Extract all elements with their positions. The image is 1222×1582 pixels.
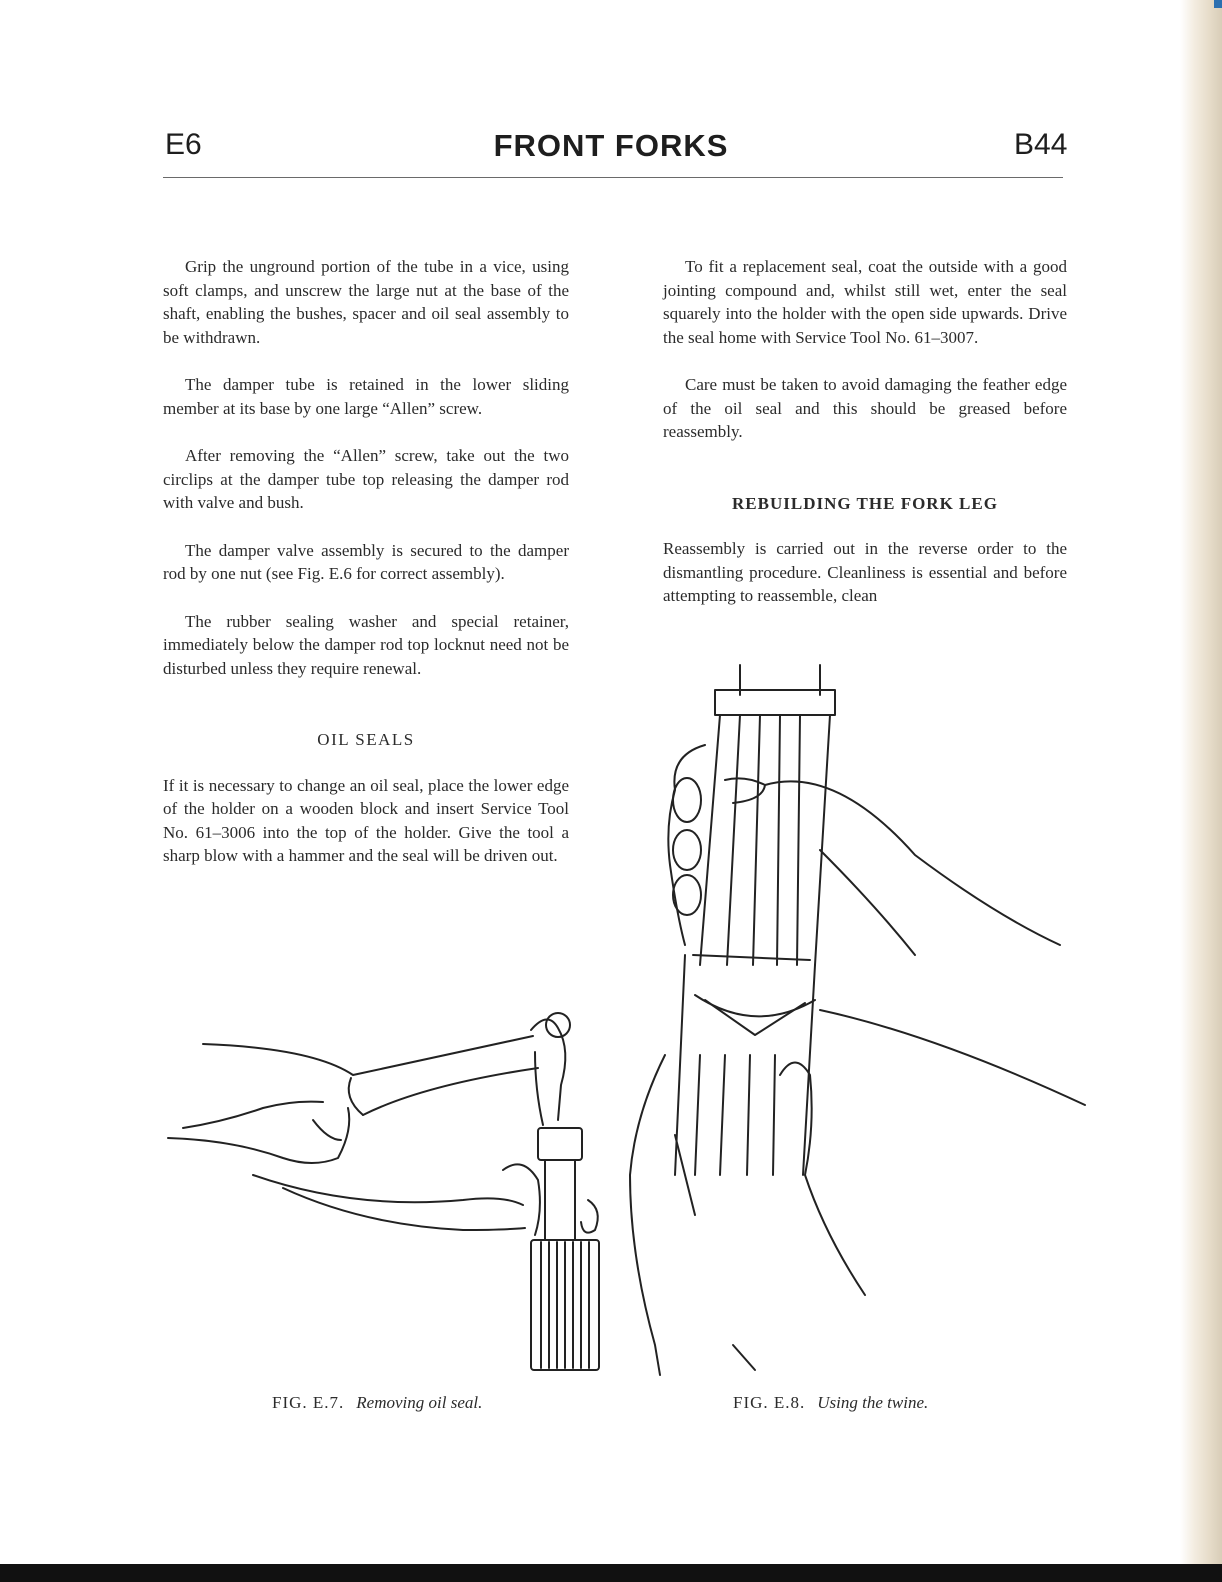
page-number-left: E6 [165,128,202,161]
paragraph: The damper tube is retained in the lower sliding member at its base by one large “Allen” screw. [163,375,569,418]
section-heading-rebuilding: REBUILDING THE FORK LEG [732,493,998,513]
figure-e7-illustration [163,990,623,1380]
paragraph: Grip the unground portion of the tube in a vice, using soft clamps, and unscrew the large nut at the base of the shaft, enabling the bushes, spacer and oil seal assembly to be withdrawn. [163,257,569,347]
figure-e8-description: Using the twine. [817,1393,929,1412]
scan-bottom-edge [0,1564,1222,1582]
paragraph: Care must be taken to avoid damaging the feather edge of the oil seal and this should be greased before reassembly. [663,375,1067,441]
section-heading-oil-seals: OIL SEALS [317,730,415,749]
paragraph: After removing the “Allen” screw, take out the two circlips at the damper tube top releasing the damper rod with valve and bush. [163,446,569,512]
figure-e8-illustration [615,655,1095,1390]
paragraph: Reassembly is carried out in the reverse order to the dismantling procedure. Cleanliness is essential and before attempting to reassemble, clean [663,539,1067,605]
paragraph: If it is necessary to change an oil seal, place the lower edge of the holder on a wooden block and insert Service Tool No. 61–3006 into the top of the holder. Give the tool a sharp blow with a hammer and the seal will be driven out. [163,775,569,865]
paragraph: The rubber sealing washer and special retainer, immediately below the damper rod top locknut need not be disturbed unless they require renewal. [163,611,569,678]
left-column [163,255,569,892]
paragraph: The damper valve assembly is secured to the damper rod by one nut (see Fig. E.6 for correct assembly). [163,540,569,583]
page-edge [1180,0,1222,1582]
header-rule [163,177,1063,178]
paragraph: To fit a replacement seal, coat the outside with a good jointing compound and, whilst still wet, enter the seal squarely into the holder with the open side upwards. Drive the seal home with Service Tool No. 61–3007. [663,257,1067,347]
figure-e8-caption [733,1393,928,1413]
model-code: B44 [1014,128,1068,161]
figure-e7-description: Removing oil seal. [356,1393,483,1412]
figure-e7-caption [272,1393,482,1413]
page-title: FRONT FORKS [493,128,729,163]
figure-e8-label: FIG. E.8. [733,1393,806,1412]
right-column [663,255,1067,632]
page-edge-marker [1214,0,1222,8]
figure-e7-label: FIG. E.7. [272,1393,345,1412]
